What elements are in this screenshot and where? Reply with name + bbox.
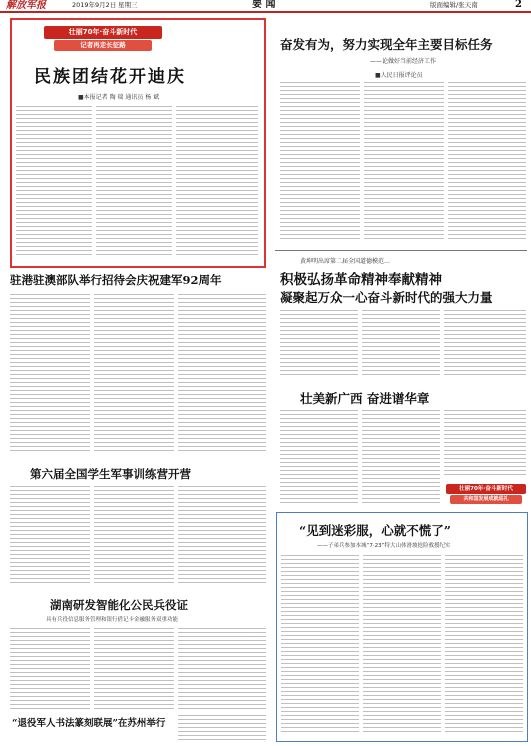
- guangxi-title: 壮美新广西 奋进谱华章: [300, 391, 430, 406]
- lead-subtitle: ——论做好当前经济工作: [370, 58, 437, 65]
- spirit-title-2: 凝聚起万众一心奋斗新时代的强大力量: [280, 290, 493, 305]
- hk-text-col3: [178, 294, 266, 454]
- camo-box: [276, 512, 528, 742]
- lead-byline: ■人民日报评论员: [375, 72, 423, 79]
- banner2-sub: 共和国发展成就巡礼: [450, 495, 522, 504]
- camo-subtitle: ——子弟兵参加本城“7·23”特大山体滑坡抢险救援纪实: [317, 543, 451, 549]
- student-text-col2: [94, 486, 174, 586]
- spirit-kicker: 黄坤明出席第二届全国道德模范…: [300, 258, 391, 265]
- spirit-text-col1: [280, 310, 358, 375]
- hunan-title: 湖南研发智能化公民兵役证: [50, 598, 188, 612]
- guangxi-text-col1: [280, 410, 358, 505]
- feature-banner-sub: 记者再走长征路: [54, 40, 152, 51]
- camo-title: “见到迷彩服，心就不慌了”: [299, 523, 451, 538]
- lead-text-col2: [364, 82, 444, 242]
- guangxi-text-col2: [362, 410, 440, 505]
- camo-text-col2: [363, 555, 441, 735]
- newspaper-logo: 解放军报: [6, 0, 46, 11]
- issue-date: 2019年9月2日: [72, 1, 117, 9]
- feature-byline: ■本报记者 陶 瑞 通讯员 杨 斌: [78, 94, 160, 101]
- camo-text-col1: [281, 555, 359, 735]
- hunan-text-col3: [178, 628, 266, 710]
- page-number: 2: [515, 0, 522, 10]
- page-editors: 版面编辑/张天南: [430, 1, 478, 9]
- student-text-col3: [178, 486, 266, 586]
- hunan-subtitle: 具有兵役信息服务管理和银行借记卡金融服务双重功能: [46, 617, 179, 623]
- hunan-text-col2: [94, 628, 174, 710]
- hunan-text-col1: [10, 628, 90, 710]
- hk-text-col1: [10, 294, 90, 454]
- feature-banner: 壮丽70年·奋斗新时代: [44, 26, 162, 39]
- spirit-text-col2: [362, 310, 440, 375]
- issue-weekday: 星期三: [118, 1, 138, 9]
- section-name: 要 闻: [252, 0, 276, 10]
- divider: [275, 250, 527, 251]
- guangxi-text-col3: [444, 410, 526, 478]
- feature-text-col1: [16, 106, 92, 256]
- spirit-text-col3: [444, 310, 526, 375]
- spirit-title: 积极弘扬革命精神奉献精神: [280, 272, 442, 288]
- masthead: [0, 0, 531, 11]
- student-title: 第六届全国学生军事训练营开营: [30, 467, 191, 481]
- suzhou-title: “退役军人书法篆刻联展”在苏州举行: [12, 718, 166, 729]
- header-rule: [0, 11, 531, 13]
- lead-text-col3: [448, 82, 526, 242]
- feature-box: [10, 18, 266, 268]
- camo-text-col3: [445, 555, 523, 735]
- feature-title: 民族团结花开迪庆: [34, 67, 186, 87]
- feature-text-col3: [176, 106, 258, 256]
- hk-text-col2: [94, 294, 174, 454]
- suzhou-text: [178, 715, 266, 743]
- lead-title: 奋发有为，努力实现全年主要目标任务: [280, 37, 493, 52]
- hk-title: 驻港驻澳部队举行招待会庆祝建军92周年: [10, 273, 222, 287]
- student-text-col1: [10, 486, 90, 586]
- banner2: 壮丽70年·奋斗新时代: [446, 484, 526, 494]
- lead-text-col1: [280, 82, 360, 242]
- feature-text-col2: [96, 106, 172, 256]
